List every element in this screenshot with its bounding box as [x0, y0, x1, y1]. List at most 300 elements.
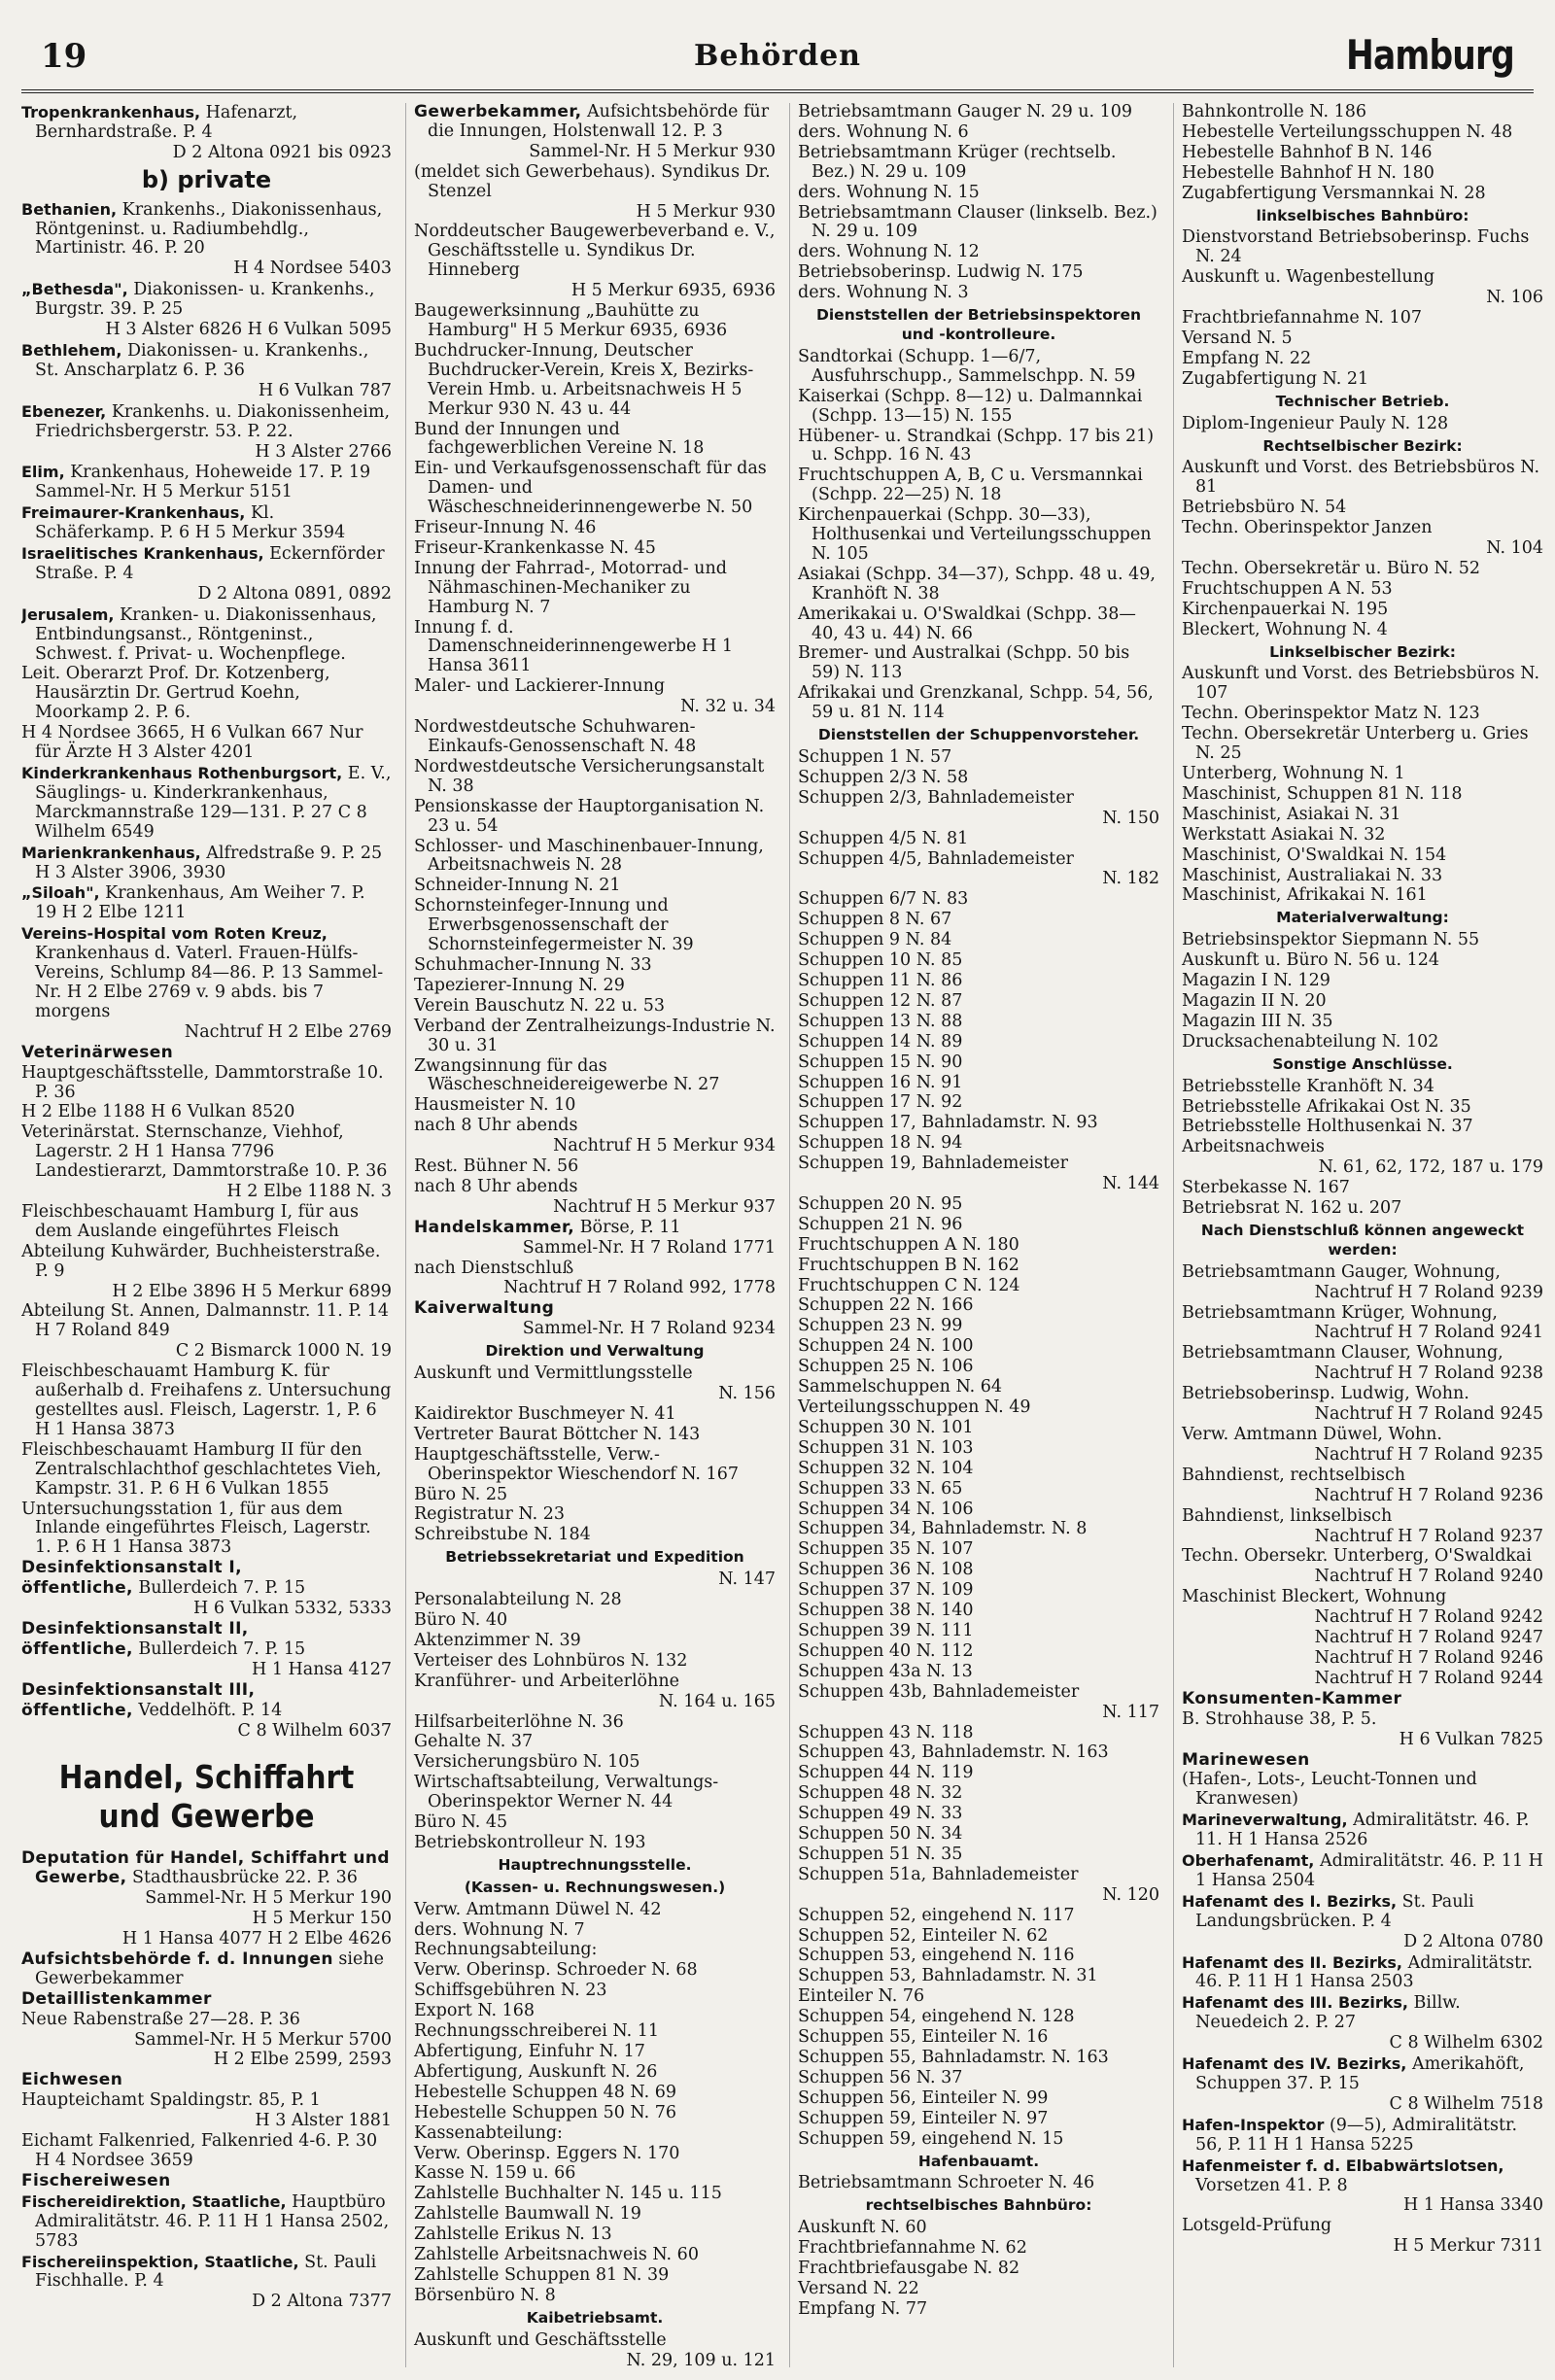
phone-line — [414, 698, 776, 717]
directory-entry — [414, 1921, 776, 1941]
directory-entry — [798, 890, 1159, 910]
directory-entry — [21, 1103, 392, 1122]
entry-text: Schuppen 30 N. 101 — [798, 1417, 974, 1437]
directory-entry — [21, 1064, 392, 1103]
directory-entry — [1182, 1953, 1543, 1993]
directory-entry — [414, 2145, 776, 2164]
directory-entry — [1182, 846, 1543, 866]
entry-text: Zahlstelle Buchhalter N. 145 u. 115 — [414, 2184, 722, 2204]
directory-entry — [1182, 1751, 1543, 1771]
entry-text: Techn. Obersekr. Unterberg, O'Swaldkai — [1182, 1546, 1532, 1567]
directory-entry — [798, 204, 1159, 243]
directory-entry — [414, 1813, 776, 1833]
entry-heading: Veterinärwesen — [21, 1042, 174, 1062]
entry-text: B. Strohhause 38, P. 5. — [1182, 1708, 1377, 1729]
directory-entry — [798, 1358, 1159, 1377]
entry-text: Sammel-Nr. H 5 Merkur 5700 — [134, 2029, 392, 2050]
entry-text: Magazin III N. 35 — [1182, 1011, 1333, 1031]
entry-heading: Deputation für Handel, Schiffahrt und Gewerbe, — [21, 1848, 390, 1888]
phone-line — [21, 259, 392, 279]
directory-entry — [21, 1702, 392, 1721]
entry-text: Nachtruf H 7 Roland 9246 — [1314, 1647, 1543, 1668]
directory-entry — [798, 103, 1159, 122]
phone-line — [21, 1722, 392, 1742]
entry-text: Kasse N. 159 u. 66 — [414, 2163, 576, 2184]
phone-line — [1182, 539, 1543, 559]
directory-entry — [1182, 519, 1543, 538]
entry-text: Abfertigung, Einfuhr N. 17 — [414, 2042, 645, 2061]
directory-entry — [414, 1364, 776, 1384]
directory-entry — [414, 1941, 776, 1960]
entry-text: Hauptgeschäftsstelle, Verw.-Oberinspektor Wieschendorf N. 167 — [414, 1444, 739, 1484]
entry-text: Nordwestdeutsche Versicherungsanstalt N. 38 — [414, 756, 765, 796]
directory-entry — [414, 1713, 776, 1733]
directory-entry — [414, 2205, 776, 2225]
directory-entry — [1182, 2217, 1543, 2236]
entry-text: Krankenhs. u. Diakonissenheim, Friedrichsbergerstr. 53. P. 22. — [35, 401, 391, 441]
phone-line — [21, 1023, 392, 1043]
phone-line — [1182, 1324, 1543, 1343]
directory-entry — [798, 1114, 1159, 1133]
entry-text: N. 61, 62, 172, 187 u. 179 — [1318, 1157, 1543, 1178]
phone-line — [1182, 2034, 1543, 2053]
directory-entry — [414, 677, 776, 697]
entry-text: H 6 Vulkan 7825 — [1399, 1729, 1543, 1749]
entry-name: Ebenezer, — [21, 401, 107, 421]
directory-entry — [414, 1982, 776, 2001]
section-heading: Materialverwaltung: — [1276, 909, 1449, 927]
entry-text: Veddelhöft. P. 14 — [132, 1700, 283, 1720]
entry-text: Norddeutscher Baugewerbeverband e. V., Geschäftsstelle u. Syndikus Dr. Hinneberg — [414, 222, 776, 281]
directory-entry — [414, 2084, 776, 2103]
entry-text: Nachtruf H 7 Roland 9238 — [1314, 1363, 1543, 1384]
entry-text: Tapezierer-Innung N. 29 — [414, 975, 625, 995]
entry-text: Bahndienst, linkselbisch — [1182, 1505, 1393, 1526]
directory-entry — [798, 243, 1159, 262]
directory-entry — [21, 1849, 392, 1888]
section-heading: Dienststellen der Betriebsinspektoren und -kontrolleure. — [816, 306, 1141, 343]
directory-entry — [21, 1302, 392, 1341]
phone-line — [414, 1693, 776, 1712]
entry-text: Krankenhaus d. Vaterl. Frauen-Hülfs-Vereins, Schlump 84—86. P. 13 Sammel-Nr. H 2 Elbe 2769 v. 9 abds. bis 7 morgens — [35, 944, 384, 1021]
entry-text: N. 32 u. 34 — [680, 697, 776, 717]
entry-text: Hübener- u. Strandkai (Schpp. 17 bis 21) u. Schpp. 16 N. 43 — [798, 426, 1155, 466]
entry-text: Schuppen 4/5 N. 81 — [798, 828, 969, 848]
directory-entry — [798, 2130, 1159, 2150]
entry-text: Verteilungsschuppen N. 49 — [798, 1397, 1031, 1417]
entry-heading: Marinewesen — [1182, 1749, 1310, 1770]
entry-text: Haupteichamt Spaldingstr. 85, P. 1 — [21, 2090, 321, 2111]
entry-text: H 1 Hansa 4127 — [252, 1659, 392, 1679]
entry-text: Maschinist, Afrikakai N. 161 — [1182, 885, 1428, 906]
directory-entry — [798, 184, 1159, 203]
section-heading: Direktion und Verwaltung — [485, 1342, 705, 1361]
phone-line — [21, 1183, 392, 1202]
directory-entry — [1182, 951, 1543, 971]
entry-text: Nachtruf H 7 Roland 9240 — [1314, 1567, 1543, 1587]
entry-text: Kassenabteilung: — [414, 2122, 563, 2143]
entry-text: H 2 Elbe 2599, 2593 — [213, 2050, 392, 2070]
entry-text: Zahlstelle Schuppen 81 N. 39 — [414, 2264, 670, 2285]
entry-text: Schiffsgebühren N. 23 — [414, 1981, 607, 2001]
directory-entry — [414, 1961, 776, 1981]
entry-text: Eckernförder Straße. P. 4 — [35, 544, 385, 583]
entry-text: Nachtruf H 7 Roland 9236 — [1314, 1485, 1543, 1505]
entry-text: Schuppen 59, Einteiler N. 97 — [798, 2108, 1049, 2128]
entry-heading: Fischereiwesen — [21, 2170, 171, 2190]
directory-entry — [798, 850, 1159, 870]
entry-text: Schneider-Innung N. 21 — [414, 876, 621, 896]
entry-text: Admiralitätstr. 46. P. 11 H 1 Hansa 2503 — [1195, 1952, 1534, 1992]
directory-entry — [798, 2239, 1159, 2259]
entry-text: Bahndienst, rechtselbisch — [1182, 1465, 1406, 1485]
directory-entry — [414, 2043, 776, 2062]
directory-entry — [414, 1486, 776, 1505]
entry-text: Amerikahöft, Schuppen 37. P. 15 — [1195, 2054, 1525, 2093]
section-heading: Betriebssekretariat und Expedition — [445, 1548, 744, 1567]
directory-entry — [414, 1299, 776, 1319]
entry-text: Schuppen 55, Einteiler N. 16 — [798, 2027, 1049, 2048]
entry-name: Bethlehem, — [21, 340, 122, 360]
directory-entry — [798, 1683, 1159, 1703]
entry-text: Auskunft und Geschäftsstelle — [414, 2329, 667, 2350]
directory-entry — [414, 1505, 776, 1525]
directory-entry — [1182, 1344, 1543, 1363]
entry-text: N. 147 — [718, 1569, 776, 1590]
directory-entry — [21, 2091, 392, 2111]
entry-text: Schuppen 48 N. 32 — [798, 1783, 963, 1804]
entry-text: Zahlstelle Arbeitsnachweis N. 60 — [414, 2245, 699, 2265]
entry-text: Nachtruf H 5 Merkur 934 — [553, 1136, 776, 1156]
directory-entry — [798, 1724, 1159, 1743]
entry-text: Betriebsamtmann Gauger N. 29 u. 109 — [798, 103, 1133, 121]
entry-text: Schuppen 16 N. 91 — [798, 1072, 963, 1092]
entry-text: Untersuchungsstation 1, für aus dem Inlande eingeführtes Fleisch, Lagerstr. 1. P. 6 H 1 Hansa 3873 — [21, 1499, 371, 1558]
entry-text: Leit. Oberarzt Prof. Dr. Kotzenberg, Hausärztin Dr. Gertrud Koehn, Moorkamp 2. P. 6. — [21, 664, 330, 723]
entry-text: nach 8 Uhr abends — [414, 1116, 578, 1136]
entry-heading: Konsumenten-Kammer — [1182, 1688, 1402, 1708]
entry-text: St. Pauli Landungsbrücken. P. 4 — [1195, 1891, 1474, 1931]
directory-entry — [1182, 2054, 1543, 2094]
column-1 — [21, 103, 392, 2367]
entry-name: Fischereiinspektion, Staatliche, — [21, 2252, 299, 2271]
directory-entry — [1182, 350, 1543, 369]
directory-entry — [798, 1602, 1159, 1621]
phone-line — [414, 1570, 776, 1590]
phone-line — [1182, 1284, 1543, 1303]
directory-entry — [414, 1834, 776, 1853]
entry-text: Pensionskasse der Hauptorganisation N. 23 u. 54 — [414, 796, 765, 836]
directory-entry — [21, 463, 392, 502]
entry-text: Dienstvorstand Betriebsoberinsp. Fuchs N. 24 — [1182, 227, 1530, 267]
directory-entry — [798, 972, 1159, 991]
entry-text: Schuppen 43 N. 118 — [798, 1722, 974, 1742]
entry-text: Abfertigung, Auskunft N. 26 — [414, 2061, 658, 2082]
phone-line — [414, 1279, 776, 1298]
entry-text: D 2 Altona 7377 — [252, 2292, 392, 2312]
directory-entry — [798, 1642, 1159, 1662]
entry-text: Afrikakai und Grenzkanal, Schpp. 54, 56, 59 u. 81 N. 114 — [798, 683, 1154, 723]
phone-line — [1182, 2237, 1543, 2257]
directory-entry — [798, 566, 1159, 604]
directory-entry — [21, 200, 392, 259]
directory-entry — [21, 402, 392, 442]
directory-entry — [1182, 806, 1543, 825]
phone-line — [1182, 289, 1543, 308]
entry-text: Rest. Bühner N. 56 — [414, 1156, 579, 1177]
entry-text: Schuppen 25 N. 106 — [798, 1357, 974, 1377]
directory-entry — [1182, 1426, 1543, 1445]
directory-entry — [798, 2028, 1159, 2048]
phone-line — [21, 1661, 392, 1680]
entry-text: Fruchtschuppen A, B, C u. Versmannkai (Schpp. 22—25) N. 18 — [798, 466, 1143, 505]
entry-text: Diakonissen- u. Krankenhs., St. Anscharplatz 6. P. 36 — [35, 340, 369, 380]
phone-line — [1182, 2095, 1543, 2115]
entry-text: Bremer- und Australkai (Schpp. 50 bis 59) N. 113 — [798, 643, 1130, 683]
entry-text: Schuppen 49 N. 33 — [798, 1804, 963, 1824]
category-heading: b) private — [141, 165, 272, 193]
directory-entry — [414, 519, 776, 538]
entry-text: Fruchtschuppen A N. 53 — [1182, 578, 1393, 599]
directory-entry — [414, 2002, 776, 2021]
directory-entry — [1182, 144, 1543, 163]
entry-text: Diplom-Ingenieur Pauly N. 128 — [1182, 413, 1449, 433]
entry-text: Innung f. d. Damenschneiderinnengewerbe H 1 Hansa 3611 — [414, 617, 733, 676]
entry-text: Kranführer- und Arbeiterlöhne — [414, 1671, 679, 1691]
phone-line — [1182, 1446, 1543, 1466]
entry-name: Hafenamt des III. Bezirks, — [1182, 1993, 1408, 2013]
directory-entry — [21, 844, 392, 883]
directory-entry — [1182, 329, 1543, 349]
column-3 — [789, 103, 1159, 2367]
entry-name: Jerusalem, — [21, 604, 115, 624]
entry-text: Schuppen 34, Bahnlademstr. N. 8 — [798, 1519, 1088, 1539]
entry-text: Auskunft und Vorst. des Betriebsbüros N. 81 — [1182, 458, 1540, 498]
entry-text: Versand N. 22 — [798, 2278, 919, 2298]
entry-text: Export N. 168 — [414, 2001, 536, 2021]
entry-name: Hafenmeister f. d. Elbabwärtslotsen, — [1182, 2156, 1504, 2175]
directory-entry — [798, 1460, 1159, 1479]
entry-text: Betriebsamtmann Clauser, Wohnung, — [1182, 1343, 1503, 1363]
directory-entry — [414, 2185, 776, 2204]
entry-text: Amerikakai u. O'Swaldkai (Schpp. 38—40, 43 u. 44) N. 66 — [798, 604, 1136, 643]
entry-name: Hafenamt des I. Bezirks, — [1182, 1891, 1398, 1911]
entry-text: Frachtbriefannahme N. 107 — [1182, 308, 1422, 328]
entry-text: Schuppen 4/5, Bahnlademeister — [798, 848, 1074, 869]
phone-line — [1182, 2196, 1543, 2216]
entry-heading: Eichwesen — [21, 2070, 123, 2090]
entry-text: Aktenzimmer N. 39 — [414, 1630, 581, 1650]
directory-entry — [1182, 2116, 1543, 2156]
entry-text: Verteiser des Lohnbüros N. 132 — [414, 1650, 688, 1671]
directory-entry — [414, 1611, 776, 1631]
directory-entry — [414, 1405, 776, 1425]
directory-entry — [414, 1096, 776, 1116]
directory-entry — [798, 951, 1159, 971]
phone-line — [798, 810, 1159, 829]
entry-text: H 4 Nordsee 5403 — [233, 259, 392, 279]
directory-entry — [414, 1526, 776, 1545]
entry-text: Schreibstube N. 184 — [414, 1525, 591, 1545]
directory-entry — [21, 1990, 392, 2010]
directory-entry — [1182, 1588, 1543, 1607]
entry-text: Nachtruf H 7 Roland 9244 — [1314, 1668, 1543, 1688]
directory-entry — [1182, 580, 1543, 600]
entry-text: Schuppen 11 N. 86 — [798, 970, 963, 990]
phone-line — [1182, 1364, 1543, 1384]
directory-entry — [414, 1652, 776, 1672]
section-heading: linkselbisches Bahnbüro: — [1256, 206, 1469, 224]
directory-entry — [798, 1927, 1159, 1947]
directory-entry — [21, 1441, 392, 1500]
directory-entry — [21, 724, 392, 763]
entry-text: Asiakai (Schpp. 34—37), Schpp. 48 u. 49, Kranhöft N. 38 — [798, 564, 1156, 604]
directory-entry — [798, 644, 1159, 683]
directory-entry — [798, 605, 1159, 644]
entry-text: Nachtruf H 7 Roland 9235 — [1314, 1444, 1543, 1465]
directory-entry — [798, 1378, 1159, 1397]
entry-text: Kl. Schäferkamp. P. 6 H 5 Merkur 3594 — [35, 503, 346, 543]
entry-text: siehe Gewerbekammer — [35, 1949, 384, 1988]
entry-text: Sammel-Nr. H 7 Roland 1771 — [522, 1237, 776, 1258]
entry-text: Schuppen 51 N. 35 — [798, 1844, 963, 1864]
directory-entry — [21, 1123, 392, 1182]
entry-text: Schuppen 33 N. 65 — [798, 1478, 963, 1499]
entry-name: Tropenkrankenhaus, — [21, 103, 201, 121]
directory-entry — [414, 1673, 776, 1692]
entry-text: Maschinist, Schuppen 81 N. 118 — [1182, 783, 1463, 804]
phone-line — [1182, 1405, 1543, 1425]
directory-entry — [414, 1774, 776, 1812]
entry-text: Hauptbüro Admiralitätstr. 46. P. 11 H 1 Hansa 2502, 5783 — [35, 2191, 390, 2251]
entry-text: H 2 Elbe 3896 H 5 Merkur 6899 — [112, 1281, 392, 1301]
entry-text: Wirtschaftsabteilung, Verwaltungs-Oberinspektor Werner N. 44 — [414, 1773, 719, 1812]
directory-entry — [414, 798, 776, 837]
directory-entry — [798, 1805, 1159, 1824]
directory-entry — [1182, 1199, 1543, 1219]
phone-line — [1182, 1487, 1543, 1506]
directory-entry — [414, 997, 776, 1017]
directory-entry — [798, 2219, 1159, 2238]
directory-entry — [798, 1967, 1159, 1986]
directory-entry — [798, 1987, 1159, 2007]
column-4 — [1173, 103, 1543, 2367]
phone-line — [798, 1175, 1159, 1194]
phone-line — [1182, 1608, 1543, 1628]
entry-text: Büro N. 40 — [414, 1609, 508, 1630]
entry-text: N. 120 — [1102, 1884, 1159, 1905]
entry-text: Schuppen 55, Bahnladamstr. N. 163 — [798, 2048, 1109, 2067]
entry-text: Schuppen 34 N. 106 — [798, 1499, 974, 1519]
directory-entry — [798, 1907, 1159, 1926]
directory-entry — [798, 1296, 1159, 1316]
section-heading: Linkselbischer Bezirk: — [1269, 642, 1456, 661]
entry-text: Krankenhaus, Am Weiher 7. P. 19 H 2 Elbe 1211 — [35, 883, 365, 923]
directory-entry — [798, 1337, 1159, 1357]
entry-text: Schuppen 2/3, Bahnlademeister — [798, 787, 1074, 808]
directory-entry — [414, 1057, 776, 1096]
entry-heading: öffentliche, — [21, 1638, 133, 1659]
directory-entry — [414, 1753, 776, 1773]
directory-entry — [414, 1632, 776, 1651]
directory-entry — [798, 1784, 1159, 1804]
directory-entry — [21, 1243, 392, 1282]
entry-text: Maschinist, Asiakai N. 31 — [1182, 804, 1401, 824]
entry-text: D 2 Altona 0921 bis 0923 — [172, 142, 392, 162]
entry-text: Hebestelle Bahnhof H N. 180 — [1182, 162, 1434, 183]
entry-text: Verband der Zentralheizungs-Industrie N. 30 u. 31 — [414, 1016, 776, 1055]
directory-entry — [1182, 1993, 1543, 2033]
directory-entry — [798, 284, 1159, 303]
entry-name: Hafenamt des IV. Bezirks, — [1182, 2054, 1407, 2074]
directory-entry — [414, 1157, 776, 1177]
entry-text: Auskunft u. Büro N. 56 u. 124 — [1182, 950, 1440, 971]
entry-text: Verw. Oberinsp. Eggers N. 170 — [414, 2143, 680, 2163]
directory-entry — [414, 619, 776, 677]
entry-text: Nachtruf H 7 Roland 992, 1778 — [503, 1278, 776, 1298]
entry-text: H 2 Elbe 1188 H 6 Vulkan 8520 — [21, 1102, 295, 1122]
directory-entry — [21, 2253, 392, 2293]
directory-entry — [1182, 1263, 1543, 1283]
phone-line — [798, 1704, 1159, 1723]
entry-text: Schuppen 2/3 N. 58 — [798, 767, 969, 787]
directory-entry — [21, 883, 392, 923]
city-title: Hamburg — [1345, 31, 1514, 79]
directory-entry — [21, 103, 392, 143]
entry-text: H 6 Vulkan 5332, 5333 — [193, 1599, 392, 1619]
directory-entry — [798, 1866, 1159, 1885]
entry-text: Drucksachenabteilung N. 102 — [1182, 1031, 1439, 1052]
entry-name: Israelitisches Krankenhaus, — [21, 544, 264, 564]
directory-entry — [1182, 1078, 1543, 1097]
entry-name: Fischereidirektion, Staatliche, — [21, 2191, 287, 2211]
entry-text: Bahnkontrolle N. 186 — [1182, 103, 1367, 121]
directory-entry — [1182, 992, 1543, 1012]
entry-text: Schuppen 52, Einteiler N. 62 — [798, 1925, 1049, 1946]
entry-name: „Bethesda", — [21, 280, 128, 299]
directory-entry — [798, 1581, 1159, 1601]
entry-text: Fleischbeschauamt Hamburg K. für außerhalb d. Freihafens z. Untersuchung gestelltes ausl. Fleisch, Lagerstr. 1, P. 6 H 1 Hansa 3873 — [21, 1362, 392, 1439]
directory-entry — [21, 2192, 392, 2252]
entry-text: Abteilung St. Annen, Dalmannstr. 11. P. 14 H 7 Roland 849 — [21, 1301, 390, 1341]
directory-entry — [414, 560, 776, 618]
directory-entry — [414, 718, 776, 757]
entry-text: Schuppen 20 N. 95 — [798, 1193, 963, 1214]
directory-entry — [798, 1561, 1159, 1580]
directory-entry — [798, 1480, 1159, 1500]
phone-line — [798, 1886, 1159, 1906]
entry-text: Verw. Oberinsp. Schroeder N. 68 — [414, 1960, 698, 1981]
entry-text: Nachtruf H 7 Roland 9241 — [1314, 1323, 1543, 1343]
directory-entry — [1182, 2156, 1543, 2196]
entry-text: Sammel-Nr. H 5 Merkur 190 — [145, 1888, 392, 1909]
entry-text: Schuppen 35 N. 107 — [798, 1539, 974, 1560]
directory-entry — [798, 1216, 1159, 1235]
entry-text: Bullerdeich 7. P. 15 — [132, 1578, 306, 1599]
entry-text: ders. Wohnung N. 15 — [798, 182, 980, 202]
section-heading: Technischer Betrieb. — [1275, 392, 1450, 410]
entry-text: Ein- und Verkaufsgenossenschaft für das Damen- und Wäscheschneiderinnengewerbe N. 50 — [414, 459, 767, 518]
directory-entry — [414, 2246, 776, 2265]
directory-entry — [414, 2164, 776, 2184]
entry-heading: Desinfektionsanstalt II, — [21, 1618, 249, 1638]
phone-line — [21, 1283, 392, 1302]
entry-text: Betriebsamtmann Krüger (rechtselb. Bez.) N. 29 u. 109 — [798, 142, 1117, 182]
entry-text: Büro N. 45 — [414, 1812, 508, 1833]
directory-entry — [798, 992, 1159, 1012]
entry-text: Betriebsbüro N. 54 — [1182, 498, 1347, 518]
entry-text: Alfredstraße 9. P. 25 H 3 Alster 3906, 3930 — [35, 843, 383, 882]
